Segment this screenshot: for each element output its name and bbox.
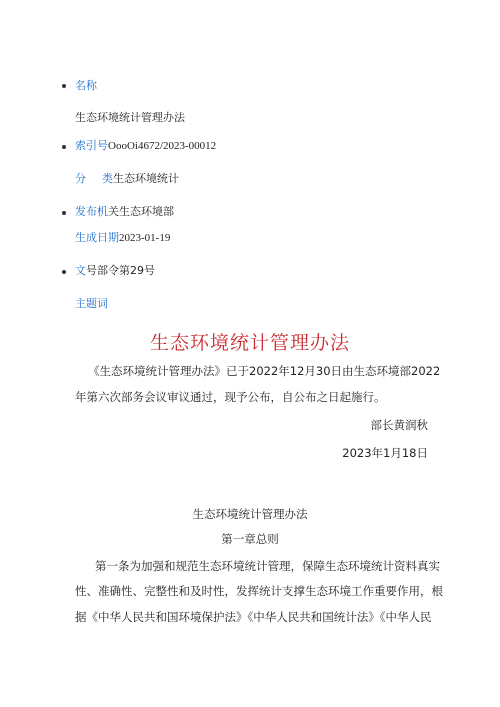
subject-label: 主题词: [75, 297, 108, 310]
name-value: 生态环境统计管理办法: [75, 111, 185, 124]
docno-row: [75, 264, 155, 278]
date-row: [75, 231, 170, 245]
bullet-issuer: [62, 211, 66, 215]
docno-label: 文: [75, 264, 86, 277]
document-title: 生态环境统计管理办法: [149, 332, 350, 354]
name-label: 名称: [75, 79, 97, 92]
issuer-label: 发布机: [75, 205, 108, 218]
index-row: [75, 139, 216, 153]
article1-line-3: 据《中华人民共和国环境保护法》《中华人民共和国统计法》《中华人民: [75, 610, 432, 624]
chapter-heading: 第一章总则: [221, 532, 279, 546]
intro-line-2: 年第六次部务会议审议通过，现予公布，自公布之日起施行。: [75, 390, 386, 404]
category-label-a: 分: [75, 172, 86, 185]
bullet-index: [62, 145, 66, 149]
article1-line-2: 性、准确性、完整性和及时性，发挥统计支撑生态环境工作重要作用，根: [75, 584, 443, 598]
article1-line-1: 第一条为加强和规范生态环境统计管理，保障生态环境统计资料真实: [95, 559, 440, 573]
category-value: 生态环境统计: [113, 172, 179, 185]
bullet-name: [62, 84, 66, 88]
issuer-value: 关生态环境部: [108, 205, 174, 218]
category-label-b: 类: [102, 172, 113, 185]
category-row: [75, 172, 179, 186]
docno-value: 号部令第29号: [86, 264, 155, 277]
bullet-docno: [62, 270, 66, 274]
date-value: 2023-01-19: [119, 232, 171, 244]
sign-date: 2023年1月18日: [342, 446, 428, 460]
date-label: 生成日期: [75, 231, 119, 244]
index-label: 索引号: [75, 139, 108, 152]
subtitle: 生态环境统计管理办法: [192, 507, 308, 521]
intro-line-1: 《生态环境统计管理办法》已于2022年12月30日由生态环境部2022: [88, 364, 441, 378]
issuer-row: [75, 205, 174, 219]
index-value: OooOi4672/2023-00012: [108, 140, 217, 152]
signer: 部长黄润秋: [370, 418, 428, 432]
